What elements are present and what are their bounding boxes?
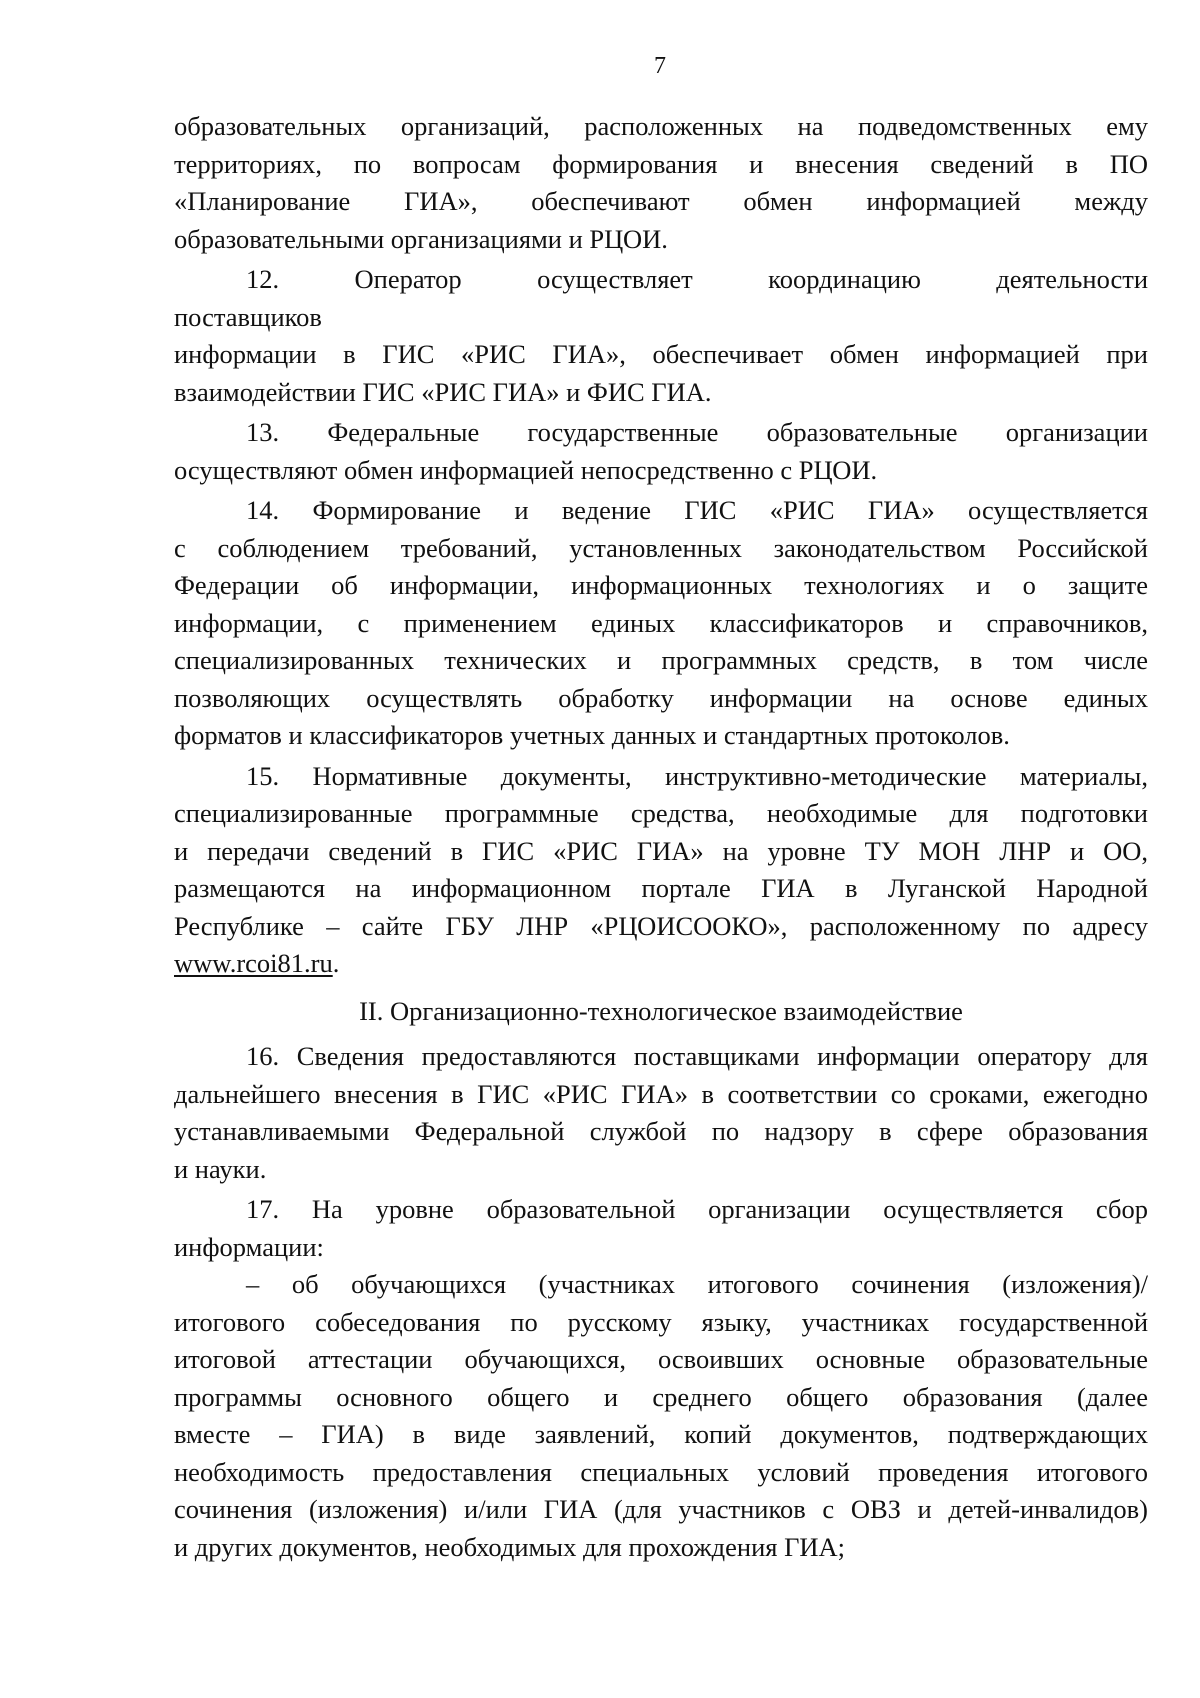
text-line: образовательными организациями и РЦОИ. [174,223,668,254]
text-line: территориях, по вопросам формирования и внесения сведений в ПО [174,148,1148,179]
text-line: итоговой аттестации обучающихся, освоивших основные образовательные [174,1344,1148,1374]
text-line: информации в ГИС «РИС ГИА», обеспечивает обмен информацией при [174,339,1148,369]
text-line: Республике – сайте ГБУ ЛНР «РЦОИСООКО», расположенному по адресу [174,910,1148,941]
text-line: взаимодействии ГИС «РИС ГИА» и ФИС ГИА. [174,376,712,407]
text-line: осуществляют обмен информацией непосредственно с РЦОИ. [174,454,878,485]
text-line: «Планирование ГИА», обеспечивают обмен информацией между [174,186,1148,216]
paragraph-17-start: 17. На уровне образовательной организации осуществляется сбор [246,1194,1148,1224]
text-line: и науки. [174,1153,267,1184]
document-body [174,108,1148,1566]
text-line: и передачи сведений в ГИС «РИС ГИА» на уровне ТУ МОН ЛНР и ОО, [174,835,1148,866]
text-line: устанавливаемыми Федеральной службой по надзору в сфере образования [174,1116,1148,1146]
text-line: информации, с применением единых классификаторов и справочников, [174,607,1148,638]
text-line: с соблюдением требований, установленных законодательством Российской [174,532,1148,563]
text-line: размещаются на информационном портале ГИА в Луганской Народной [174,873,1148,903]
text-fragment: . [332,948,340,978]
text-line: итогового собеседования по русскому языку, участниках государственной [174,1306,1148,1337]
paragraph-12-start: 12. Оператор осуществляет координацию деятельности [246,264,1148,294]
text-line: поставщиков [174,301,322,332]
text-line: и других документов, необходимых для прохождения ГИА; [174,1531,846,1562]
section-heading: II. Организационно-технологическое взаимодействие [359,995,963,1026]
text-line: информации: [174,1231,324,1262]
text-line: вместе – ГИА) в виде заявлений, копий документов, подтверждающих [174,1419,1148,1449]
text-line: специализированные программные средства, необходимые для подготовки [174,798,1148,828]
text-line: позволяющих осуществлять обработку информации на основе единых [174,682,1148,713]
text-line: образовательных организаций, расположенных на подведомственных ему [174,111,1148,141]
text-line [174,945,1148,983]
text-line: Федерации об информации, информационных технологиях и о защите [174,570,1148,600]
paragraph-13-start: 13. Федеральные государственные образовательные организации [246,417,1148,447]
text-line: дальнейшего внесения в ГИС «РИС ГИА» в соответствии со сроками, ежегодно [174,1078,1148,1109]
rcoi-website-link[interactable]: www.rcoi81.ru [174,948,333,978]
text-line: специализированных технических и программных средств, в том числе [174,645,1148,675]
text-line: необходимость предоставления специальных условий проведения итогового [174,1456,1148,1487]
page-number: 7 [654,53,666,79]
text-line: сочинения (изложения) и/или ГИА (для участников с ОВЗ и детей-инвалидов) [174,1494,1148,1524]
paragraph-16-start: 16. Сведения предоставляются поставщиками информации оператору для [246,1041,1148,1071]
paragraph-15-start: 15. Нормативные документы, инструктивно-методические материалы, [246,760,1148,791]
list-item-start: – об обучающихся (участниках итогового сочинения (изложения)/ [246,1269,1148,1299]
text-line: программы основного общего и среднего общего образования (далее [174,1381,1148,1412]
paragraph-14-start: 14. Формирование и ведение ГИС «РИС ГИА» осуществляется [246,495,1148,525]
text-line: форматов и классификаторов учетных данных и стандартных протоколов. [174,720,1010,750]
